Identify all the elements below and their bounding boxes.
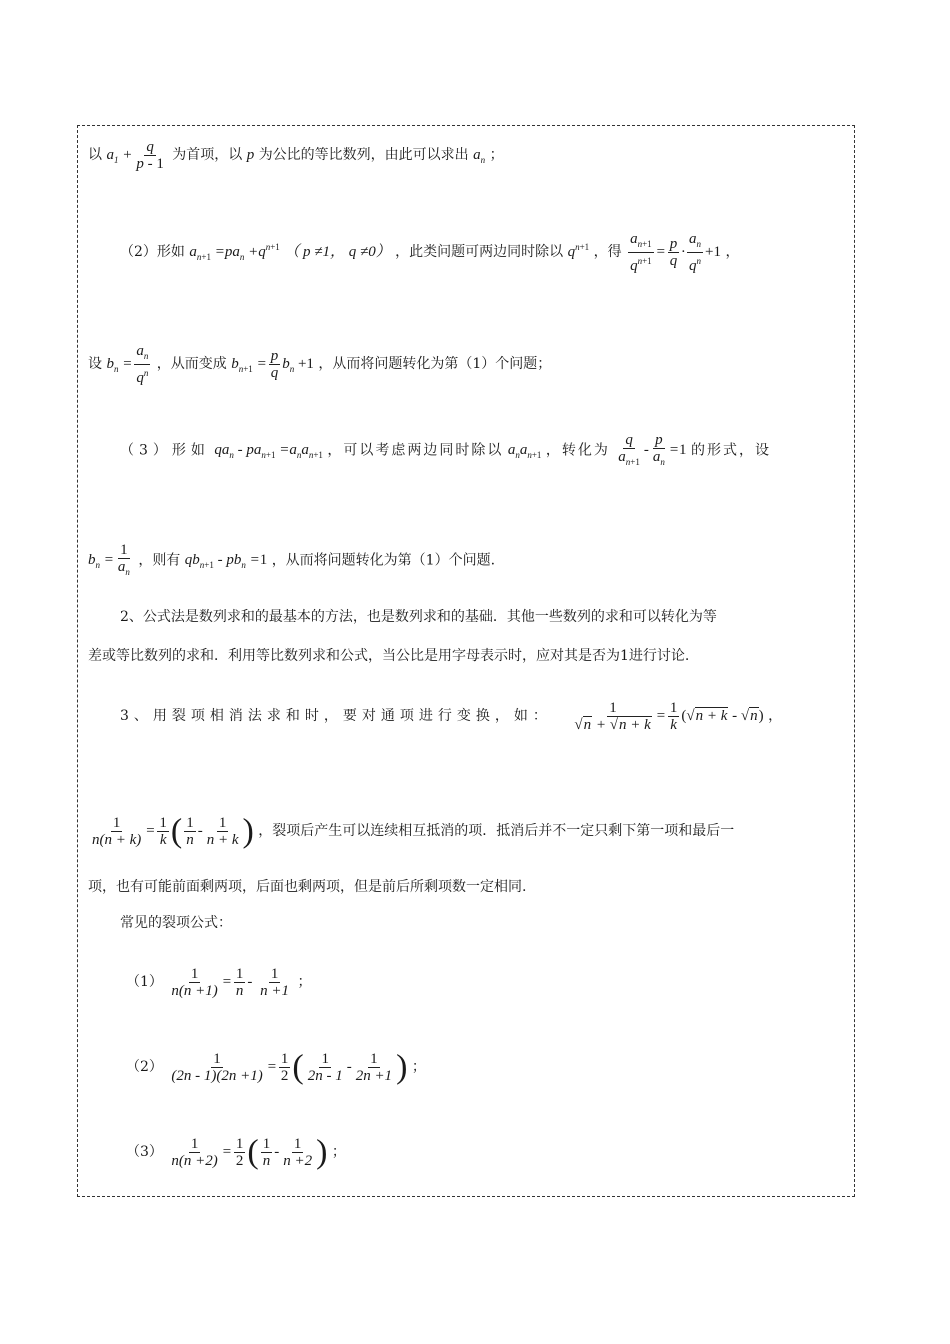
para-case-3: （3）形如 $qa_n - pa_{n+1} =a_na_{n+1}$ ，可以考虑两边同时除以 $a_na_{n+1}$ ，转化为 $\frac{q}{a_{n+1}}$ - $\frac{p}{a_n}$ =1 的形式，设 xyxy=(120,432,771,467)
para-substitute-b: 设 $b_n$ = $\frac{a_n}{q^n}$ ，从而变成 $b_{n+1}$ = $\frac{p}{q}$ $b_n +1$ ，从而将问题转化为第（1）个问题； xyxy=(88,343,552,386)
para-formula-method-line2: 差或等比数列的求和．利用等比数列求和公式，当公比是用字母表示时，应对其是否为1进行讨论. xyxy=(88,648,690,664)
formula-n-n-plus-k: $\frac{1}{n(n + k)}$ = $\frac{1}{k}$ ( $\frac{1}{n}$ - $\frac{1}{n + k}$ ) xyxy=(92,812,254,850)
para-reciprocal-sub: $b_n$ = $\frac{1}{a_n}$ ，则有 $qb_{n+1} - pb_n =1$ ，从而将问题转化为第（1）个问题. xyxy=(88,542,496,577)
formula-sqrt-split: $\frac{1}{√n + √n + k}$ = $\frac{1}{k}$ (√n + k - √n) xyxy=(574,700,764,733)
formula-recurrence-q-power: $a_{n+1} =pa_n +q^{n+1}$ xyxy=(189,241,280,262)
formula-item-2: （2） $\frac{1}{(2n - 1)(2n +1)}$ = $\frac{1}{2}$ ( $\frac{1}{2n - 1}$ - $\frac{1}{2n +1}$ ) ； xyxy=(126,1048,426,1086)
formula-item-1: （1） $\frac{1}{n(n +1)}$ = $\frac{1}{n}$ - $\frac{1}{n +1}$ ； xyxy=(126,966,312,999)
formula-reciprocal-form: $\frac{q}{a_{n+1}}$ - $\frac{p}{a_n}$ =1 xyxy=(618,432,687,467)
formula-item-3: （3） $\frac{1}{n(n +2)}$ = $\frac{1}{2}$ ( $\frac{1}{n}$ - $\frac{1}{n +2}$ ) ； xyxy=(126,1133,346,1171)
para-split-note: 项，也有可能前面剩两项，后面也剩两项，但是前后所剩项数一定相同. xyxy=(88,879,527,895)
para-formula-method-line1: 2、公式法是数列求和的最基本的方法，也是数列求和的基础．其他一些数列的求和可以转化为等 xyxy=(120,609,717,625)
formula-a1-plus-q-over-p-minus-1: $a_1$ + $\frac{q}{p - 1}$ xyxy=(106,139,164,172)
para-split-example: $\frac{1}{n(n + k)}$ = $\frac{1}{k}$ ( $\frac{1}{n}$ - $\frac{1}{n + k}$ ) ，裂项后产生可以连续相互抵消的项．抵消后并不一定只剩下第一项和最后一 xyxy=(88,815,854,848)
formula-q-an-minus-p: $qa_n - pa_{n+1} =a_na_{n+1}$ xyxy=(214,442,323,461)
common-formulas-title: 常见的裂项公式： xyxy=(120,915,232,931)
para-case-2: （2）形如 $a_{n+1} =pa_n +q^{n+1}$ （ p ≠1， q ≠0） ，此类问题可两边同时除以 $q^{n+1}$ ，得 $\frac{a_{n+1}}{q^{n+1}}$ = $\frac{p}{q}$ · $\frac{a_n}{q^n}$ +1 ， xyxy=(120,231,740,274)
para-first-term: 以 $a_1$ + $\frac{q}{p - 1}$ 为首项，以 p 为公比的等比数列，由此可以求出 $a_n$ ； xyxy=(88,139,504,172)
formula-bn-def: $b_n$ = $\frac{a_n}{q^n}$ xyxy=(106,343,149,386)
formula-bn-reciprocal: $b_n$ = $\frac{1}{a_n}$ xyxy=(88,542,130,577)
formula-divided-form: $\frac{a_{n+1}}{q^{n+1}}$ = $\frac{p}{q}$ · $\frac{a_n}{q^n}$ +1 xyxy=(630,231,722,274)
para-split-term: 3、用裂项相消法求和时，要对通项进行变换，如： $\frac{1}{√n + √n + k}$ = $\frac{1}{k}$ (√n + k - √n) ， xyxy=(120,700,783,733)
formula-bn-recurrence: $b_{n+1}$ = $\frac{p}{q}$ $b_n +1$ xyxy=(231,348,314,381)
